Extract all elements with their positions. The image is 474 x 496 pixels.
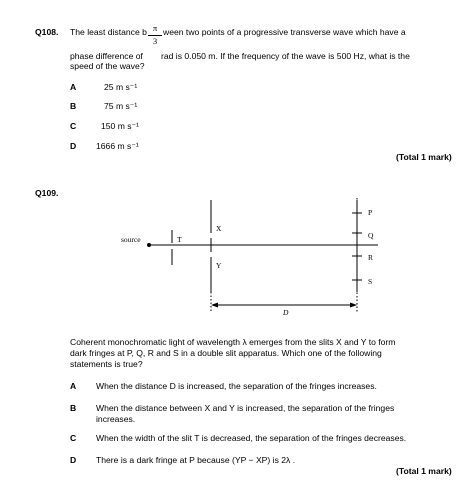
q108-marks: (Total 1 mark) <box>396 152 452 162</box>
fringe-s-label: S <box>368 277 373 286</box>
fringe-q-label: Q <box>368 231 374 240</box>
q109-option-c-text: When the width of the slit T is decreased, the separation of the fringes decreases. <box>96 433 407 443</box>
fringe-p-label: P <box>368 208 373 217</box>
q109-marks: (Total 1 mark) <box>396 466 452 476</box>
q109-option-b-letter: B <box>70 403 77 413</box>
q109-option-a-text: When the distance D is increased, the separation of the fringes increases. <box>96 381 377 391</box>
q108-stem-line2-a: phase difference of <box>70 51 143 61</box>
q108-fraction-denominator: 3 <box>152 36 158 46</box>
slit-y-label: Y <box>216 261 222 270</box>
q108-option-c-text: 150 m s⁻¹ <box>101 121 139 131</box>
source-label: source <box>121 235 141 244</box>
q109-option-a-letter: A <box>70 381 77 391</box>
q108-option-c-letter: C <box>70 121 77 131</box>
slit-x-label: X <box>216 224 222 233</box>
q109-stem-line1: Coherent monochromatic light of wavelength λ emerges from the slits X and Y to form <box>70 337 396 347</box>
distance-d-label: D <box>283 308 289 317</box>
q109-stem-line2: dark fringes at P, Q, R and S in a double slit apparatus. Which one of the following <box>70 348 382 358</box>
slit-t-label: T <box>177 235 182 244</box>
q108-option-d-letter: D <box>70 141 77 151</box>
q108-option-a-letter: A <box>70 82 77 92</box>
q108-number: Q108. <box>35 27 59 37</box>
q108-stem-line3: speed of the wave? <box>70 61 145 71</box>
q109-option-c-letter: C <box>70 433 77 443</box>
q109-option-d-text: There is a dark fringe at P because (YP − XP) is 2λ . <box>96 455 296 465</box>
distance-d-arrowhead-left <box>211 303 218 308</box>
q108-stem-line1-b: ween two points of a progressive transverse wave which have a <box>163 27 406 37</box>
q109-stem-line3: statements is true? <box>70 359 143 369</box>
q108-stem-line1-a: The least distance b <box>70 27 147 37</box>
q108-fraction-numerator: π <box>152 23 158 33</box>
q108-option-d-text: 1666 m s⁻¹ <box>96 141 139 151</box>
source-dot <box>147 243 151 247</box>
q109-option-d-letter: D <box>70 455 77 465</box>
q108-stem-line2-b: rad is 0.050 m. If the frequency of the wave is 500 Hz, what is the <box>161 51 410 61</box>
distance-d-arrowhead-right <box>350 303 357 308</box>
fringe-r-label: R <box>368 253 374 262</box>
q109-option-b-text: When the distance between X and Y is increased, the separation of the fringes increases. <box>96 403 395 424</box>
q109-number: Q109. <box>35 188 59 198</box>
q108-option-b-text: 75 m s⁻¹ <box>104 101 138 111</box>
q108-option-b-letter: B <box>70 101 77 111</box>
q108-option-a-text: 25 m s⁻¹ <box>104 82 138 92</box>
